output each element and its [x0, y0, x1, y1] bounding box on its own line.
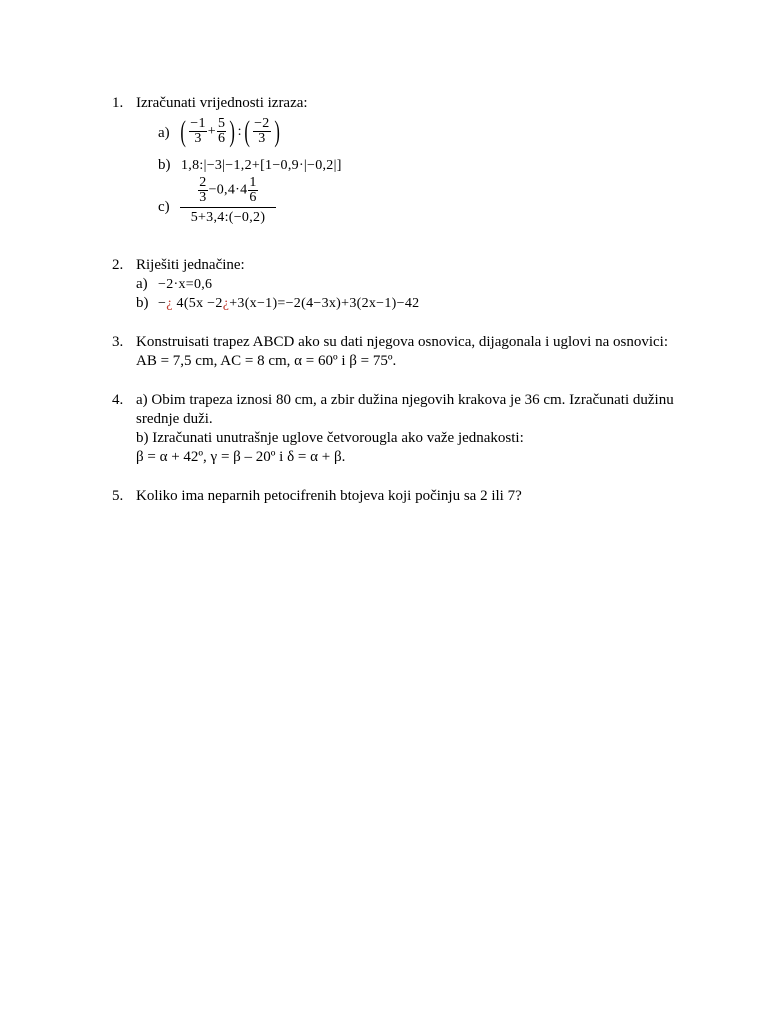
task-2-text: Riješiti jednačine: — [136, 257, 245, 273]
task-4-line-4: β = α + 42º, γ = β – 20º i δ = α + β. — [136, 449, 346, 465]
open-paren: ( — [180, 114, 186, 148]
task-4-line-2: srednje duži. — [136, 411, 213, 427]
task-1b-expression: 1,8:|−3|−1,2+[1−0,9·|−0,2|] — [181, 158, 342, 173]
task-4-line-3: b) Izračunati unutrašnje uglove četvorougla ako važe jednakosti: — [136, 430, 524, 446]
task-4-line-1: a) Obim trapeza iznosi 80 cm, a zbir dužina njegovih krakova je 36 cm. Izračunati dužinu — [136, 392, 674, 408]
task-1-number: 1. — [112, 95, 124, 111]
task-3-line-2: AB = 7,5 cm, AC = 8 cm, α = 60º i β = 75º. — [136, 353, 397, 369]
task-2a-expression: −2·x=0,6 — [158, 277, 213, 292]
task-1a-label: a) — [158, 125, 170, 141]
task-1b-label: b) — [158, 157, 171, 173]
close-paren: ) — [273, 114, 280, 148]
unknown-char-2: ¿ — [222, 296, 230, 311]
task-5-number: 5. — [112, 488, 124, 504]
task-2b-label: b) — [136, 295, 149, 311]
fraction-one-sixth: $\frac{1}{6}$ — [249, 175, 257, 205]
task-3-line-1: Konstruisati trapez ABCD ako su dati njegova osnovica, dijagonala i uglovi na osnovici: — [136, 334, 668, 350]
numerator-middle: −0,4·4 — [208, 182, 248, 198]
task-1-text: Izračunati vrijednosti izraza: — [136, 95, 308, 111]
task-2b-expression: −¿ 4(5x −2¿+3(x−1)=−2(4−3x)+3(2x−1)−42 — [158, 296, 420, 311]
fraction-two-thirds: $\frac{2}{3}$ — [199, 175, 207, 205]
task-1a-expression — [178, 112, 282, 152]
open-paren: ( — [244, 114, 250, 148]
task-1c-denominator: 5+3,4:(−0,2) — [190, 210, 266, 225]
fraction-3: $\frac{-2}{3}$ — [254, 116, 270, 147]
task-2a-label: a) — [136, 276, 148, 292]
task-3-number: 3. — [112, 334, 124, 350]
task-4-number: 4. — [112, 392, 124, 408]
unknown-char-1: ¿ — [166, 296, 173, 311]
task-1c-label: c) — [158, 199, 170, 215]
close-paren: ) — [229, 114, 236, 148]
plus-sign: + — [207, 124, 216, 139]
task-5-text: Koliko ima neparnih petocifrenih btojeva koji počinju sa 2 ili 7? — [136, 488, 522, 504]
fraction-1: $\frac{-1}{3}$ — [190, 116, 206, 147]
task-1c-expression — [180, 176, 276, 226]
divide-sign: : — [237, 124, 242, 139]
fraction-2: $\frac{5}{6}$ — [218, 116, 226, 147]
task-1c-numerator — [180, 176, 276, 208]
task-2-number: 2. — [112, 257, 124, 273]
